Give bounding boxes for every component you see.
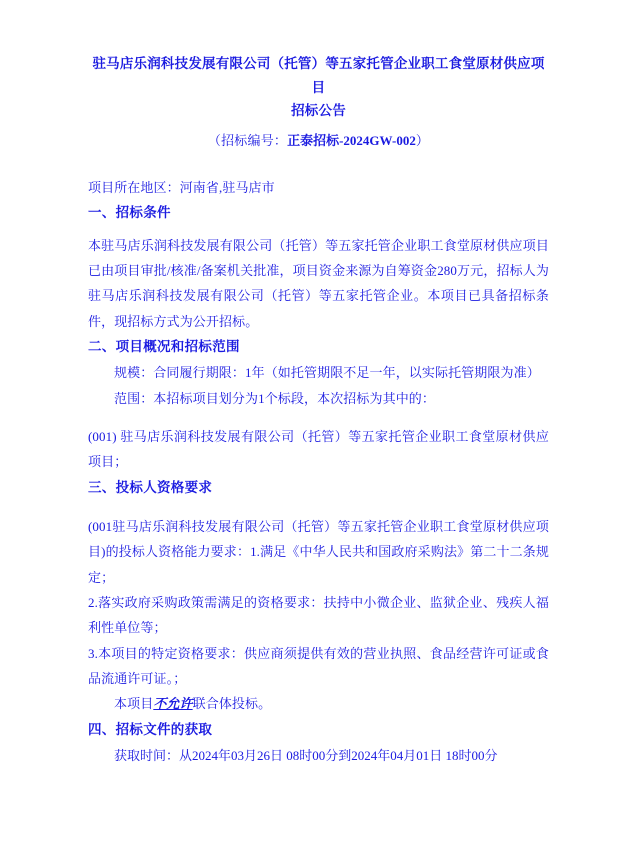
section-heading-3: 三、投标人资格要求 <box>88 479 213 495</box>
document-title <box>88 52 549 123</box>
project-location <box>88 175 549 200</box>
section-2-scale: 规模：合同履行期限：1年（如托管期限不足一年，以实际托管期限为准） <box>114 365 540 381</box>
section-2-range: 范围：本招标项目划分为1个标段，本次招标为其中的： <box>114 390 436 406</box>
document-title-line1: 驻马店乐润科技发展有限公司（托管）等五家托管企业职工食堂原材供应项目 <box>92 56 545 95</box>
section-3-paragraph-1: (001驻马店乐润科技发展有限公司（托管）等五家托管企业职工食堂原材供应项目)的投标人资格能力要求：1.满足《中华人民共和国政府采购法》第二十二条规定； <box>88 518 549 585</box>
project-location-value: 河南省,驻马店市 <box>179 179 275 195</box>
joint-bid-emphasis: 不允许 <box>153 696 193 712</box>
section-2-lot: (001) 驻马店乐润科技发展有限公司（托管）等五家托管企业职工食堂原材供应项目； <box>88 428 549 470</box>
spacer <box>88 501 549 514</box>
section-3-paragraph-2: 2.落实政府采购政策需满足的资格要求：扶持中小微企业、监狱企业、残疾人福利性单位等； <box>88 594 549 636</box>
section-4-time: 获取时间：从2024年03月26日 08时00分到2024年04月01日 18时00分 <box>114 747 498 763</box>
tender-number-prefix: （招标编号： <box>207 132 288 148</box>
section-1-body: 本驻马店乐润科技发展有限公司（托管）等五家托管企业职工食堂原材供应项目已由项目审批/核准/备案机关批准，项目资金来源为自筹资金280万元，招标人为驻马店乐润科技发展有限公司（托管）等五家托管企业。本项目已具备招标条件，现招标方式为公开招标。 <box>88 237 549 329</box>
document-title-line2: 招标公告 <box>291 103 346 119</box>
joint-bid-suffix: 联合体投标。 <box>192 696 272 712</box>
tender-number-value: 正泰招标-2024GW-002 <box>287 132 416 148</box>
section-3-paragraph-4 <box>88 691 549 716</box>
project-location-label: 项目所在地区： <box>88 179 180 195</box>
section-heading-4: 四、招标文件的获取 <box>88 721 213 737</box>
tender-number-line <box>88 130 549 149</box>
section-3-paragraph-3: 3.本项目的特定资格要求：供应商须提供有效的营业执照、食品经营许可证或食品流通许可证。； <box>88 645 549 686</box>
joint-bid-prefix: 本项目 <box>114 696 154 712</box>
tender-number-suffix: ） <box>415 132 430 148</box>
spacer <box>88 149 549 175</box>
section-heading-1: 一、招标条件 <box>88 205 171 221</box>
spacer <box>88 411 549 424</box>
section-heading-2: 二、项目概况和招标范围 <box>88 338 240 354</box>
